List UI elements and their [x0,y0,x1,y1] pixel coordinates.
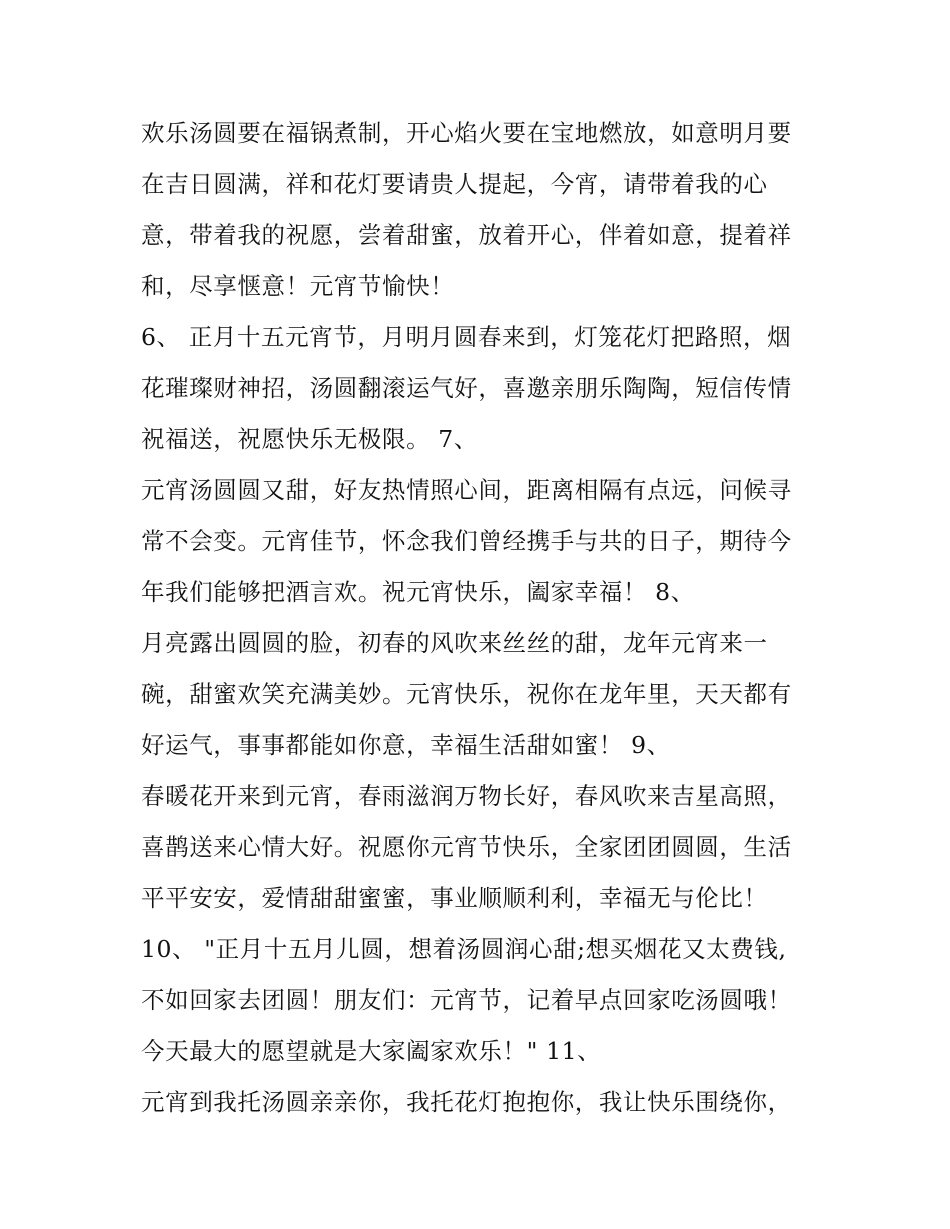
text-line: 欢乐汤圆要在福锅煮制，开心焰火要在宝地燃放，如意明月要 [141,119,792,147]
text-line: 喜鹊送来心情大好。祝愿你元宵节快乐，全家团团圆圆，生活 [141,833,792,861]
text-line: 元宵汤圆圆又甜，好友热情照心间，距离相隔有点远，问候寻 [141,476,792,504]
text-line: 月亮露出圆圆的脸，初春的风吹来丝丝的甜，龙年元宵来一 [141,629,768,657]
text-line: 平平安安，爱情甜甜蜜蜜，事业顺顺利利，幸福无与伦比！ [141,884,768,912]
text-line: 意，带着我的祝愿，尝着甜蜜，放着开心，伴着如意，提着祥 [141,221,792,249]
text-line: 不如回家去团圆！朋友们：元宵节，记着早点回家吃汤圆哦！ [141,986,792,1014]
text-line: 今天最大的愿望就是大家阖家欢乐！" 11、 [141,1037,602,1065]
text-line: 在吉日圆满，祥和花灯要请贵人提起，今宵，请带着我的心 [141,170,768,198]
text-line: 和，尽享惬意！元宵节愉快！ [141,272,455,300]
text-line: 花璀璨财神招，汤圆翻滚运气好，喜邀亲朋乐陶陶，短信传情 [141,374,792,402]
text-line: 10、 "正月十五月儿圆，想着汤圆润心甜;想买烟花又太费钱, [141,935,787,963]
text-line: 好运气，事事都能如你意，幸福生活甜如蜜！ 9、 [141,731,671,759]
text-line: 祝福送，祝愿快乐无极限。 7、 [141,425,478,453]
text-line: 常不会变。元宵佳节，怀念我们曾经携手与共的日子，期待今 [141,527,792,555]
text-line: 春暖花开来到元宵，春雨滋润万物长好，春风吹来吉星高照， [141,782,792,810]
text-line: 碗，甜蜜欢笑充满美妙。元宵快乐，祝你在龙年里，天天都有 [141,680,792,708]
body-text [141,108,821,1128]
text-line: 元宵到我托汤圆亲亲你，我托花灯抱抱你，我让快乐围绕你， [141,1088,792,1116]
text-line: 6、 正月十五元宵节，月明月圆春来到，灯笼花灯把路照，烟 [141,323,792,351]
text-line: 年我们能够把酒言欢。祝元宵快乐，阖家幸福！ 8、 [141,578,695,606]
